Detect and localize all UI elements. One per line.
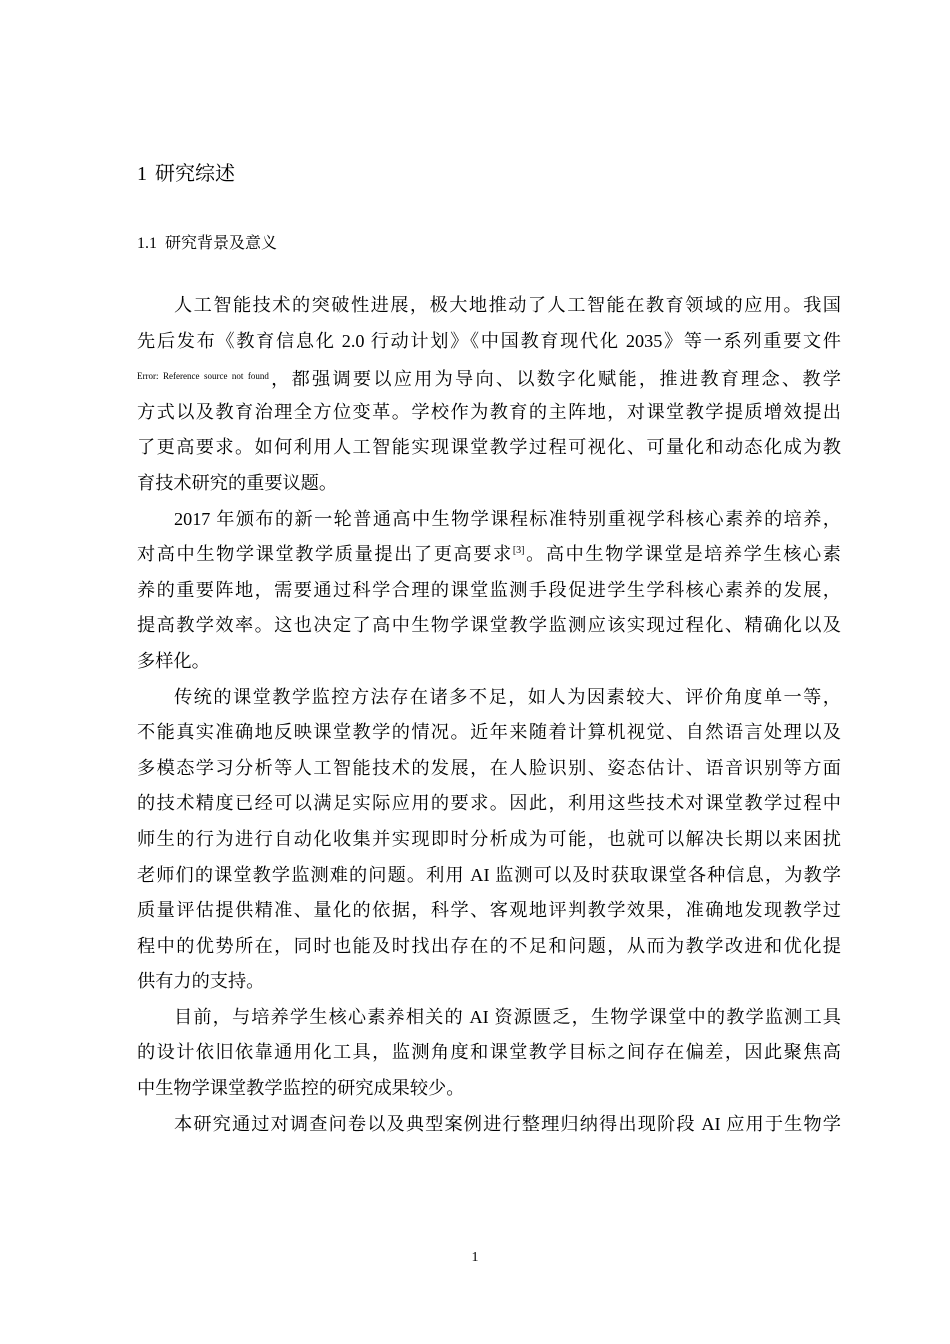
- paragraph-line: 质量评估提供精准、量化的依据，科学、客观地评判教学效果，准确地发现教学过: [137, 900, 841, 921]
- paragraph-line: 先后发布《教育信息化 2.0 行动计划》《中国教育现代化 2035》等一系列重要文件: [137, 330, 841, 351]
- page-number: 1: [471, 1250, 479, 1265]
- paragraph-line: 传统的课堂教学监控方法存在诸多不足，如人为因素较大、评价角度单一等，: [174, 686, 841, 707]
- subsection-number: 1.1: [137, 235, 157, 252]
- paragraph-text: ，都强调要以应用为导向、以数字化赋能，推进教育理念、教学: [268, 369, 841, 390]
- reference-error: Error: Reference source not found: [137, 371, 269, 382]
- paragraph-line: [137, 359, 841, 395]
- paragraph-line: 目前，与培养学生核心素养相关的 AI 资源匮乏，生物学课堂中的教学监测工具: [174, 1006, 841, 1027]
- paragraph-text: 对高中生物学课堂教学质量提出了更高要求: [137, 544, 513, 565]
- paragraph-line: 了更高要求。如何利用人工智能实现课堂教学过程可视化、可量化和动态化成为教: [137, 437, 841, 458]
- paragraph-line: 2017 年颁布的新一轮普通高中生物学课程标准特别重视学科核心素养的培养，: [174, 508, 841, 529]
- paragraph-line: 的技术精度已经可以满足实际应用的要求。因此，利用这些技术对课堂教学过程中: [137, 793, 841, 814]
- subsection-heading: [137, 232, 277, 256]
- paragraph-line: 养的重要阵地，需要通过科学合理的课堂监测手段促进学生学科核心素养的发展，: [137, 579, 841, 600]
- citation: [3]: [512, 545, 525, 557]
- paragraph-line: 提高教学效率。这也决定了高中生物学课堂教学监测应该实现过程化、精确化以及: [137, 615, 841, 636]
- paragraph-line: 不能真实准确地反映课堂教学的情况。近年来随着计算机视觉、自然语言处理以及: [137, 722, 841, 743]
- paragraph-line: 老师们的课堂教学监测难的问题。利用 AI 监测可以及时获取课堂各种信息，为教学: [137, 864, 841, 885]
- paragraph-line: [137, 537, 841, 573]
- section-heading: [137, 160, 235, 188]
- paragraph-line: 中生物学课堂教学监控的研究成果较少。: [137, 1078, 465, 1099]
- paragraph-line: 多模态学习分析等人工智能技术的发展，在人脸识别、姿态估计、语音识别等方面: [137, 757, 841, 778]
- paragraph-line: 的设计依旧依靠通用化工具，监测角度和课堂教学目标之间存在偏差，因此聚焦高: [137, 1042, 841, 1063]
- paragraph-line: 本研究通过对调查问卷以及典型案例进行整理归纳得出现阶段 AI 应用于生物学: [174, 1113, 841, 1134]
- section-number: 1: [137, 163, 147, 185]
- paragraph-line: 多样化。: [137, 650, 210, 671]
- body-text: [137, 288, 841, 1142]
- paragraph-line: 人工智能技术的突破性进展，极大地推动了人工智能在教育领域的应用。我国: [174, 295, 841, 315]
- paragraph-text: 。高中生物学课堂是培养学生核心素: [524, 544, 841, 565]
- paragraph-line: 方式以及教育治理全方位变革。学校作为教育的主阵地，对课堂教学提质增效提出: [137, 401, 841, 422]
- section-title: 研究综述: [155, 163, 235, 185]
- subsection-title: 研究背景及意义: [165, 235, 278, 252]
- paragraph-line: 育技术研究的重要议题。: [137, 472, 338, 493]
- paragraph-line: 程中的优势所在，同时也能及时找出存在的不足和问题，从而为教学改进和优化提: [137, 935, 841, 956]
- paragraph-line: 师生的行为进行自动化收集并实现即时分析成为可能，也就可以解决长期以来困扰: [137, 828, 841, 849]
- paragraph-line: 供有力的支持。: [137, 971, 265, 992]
